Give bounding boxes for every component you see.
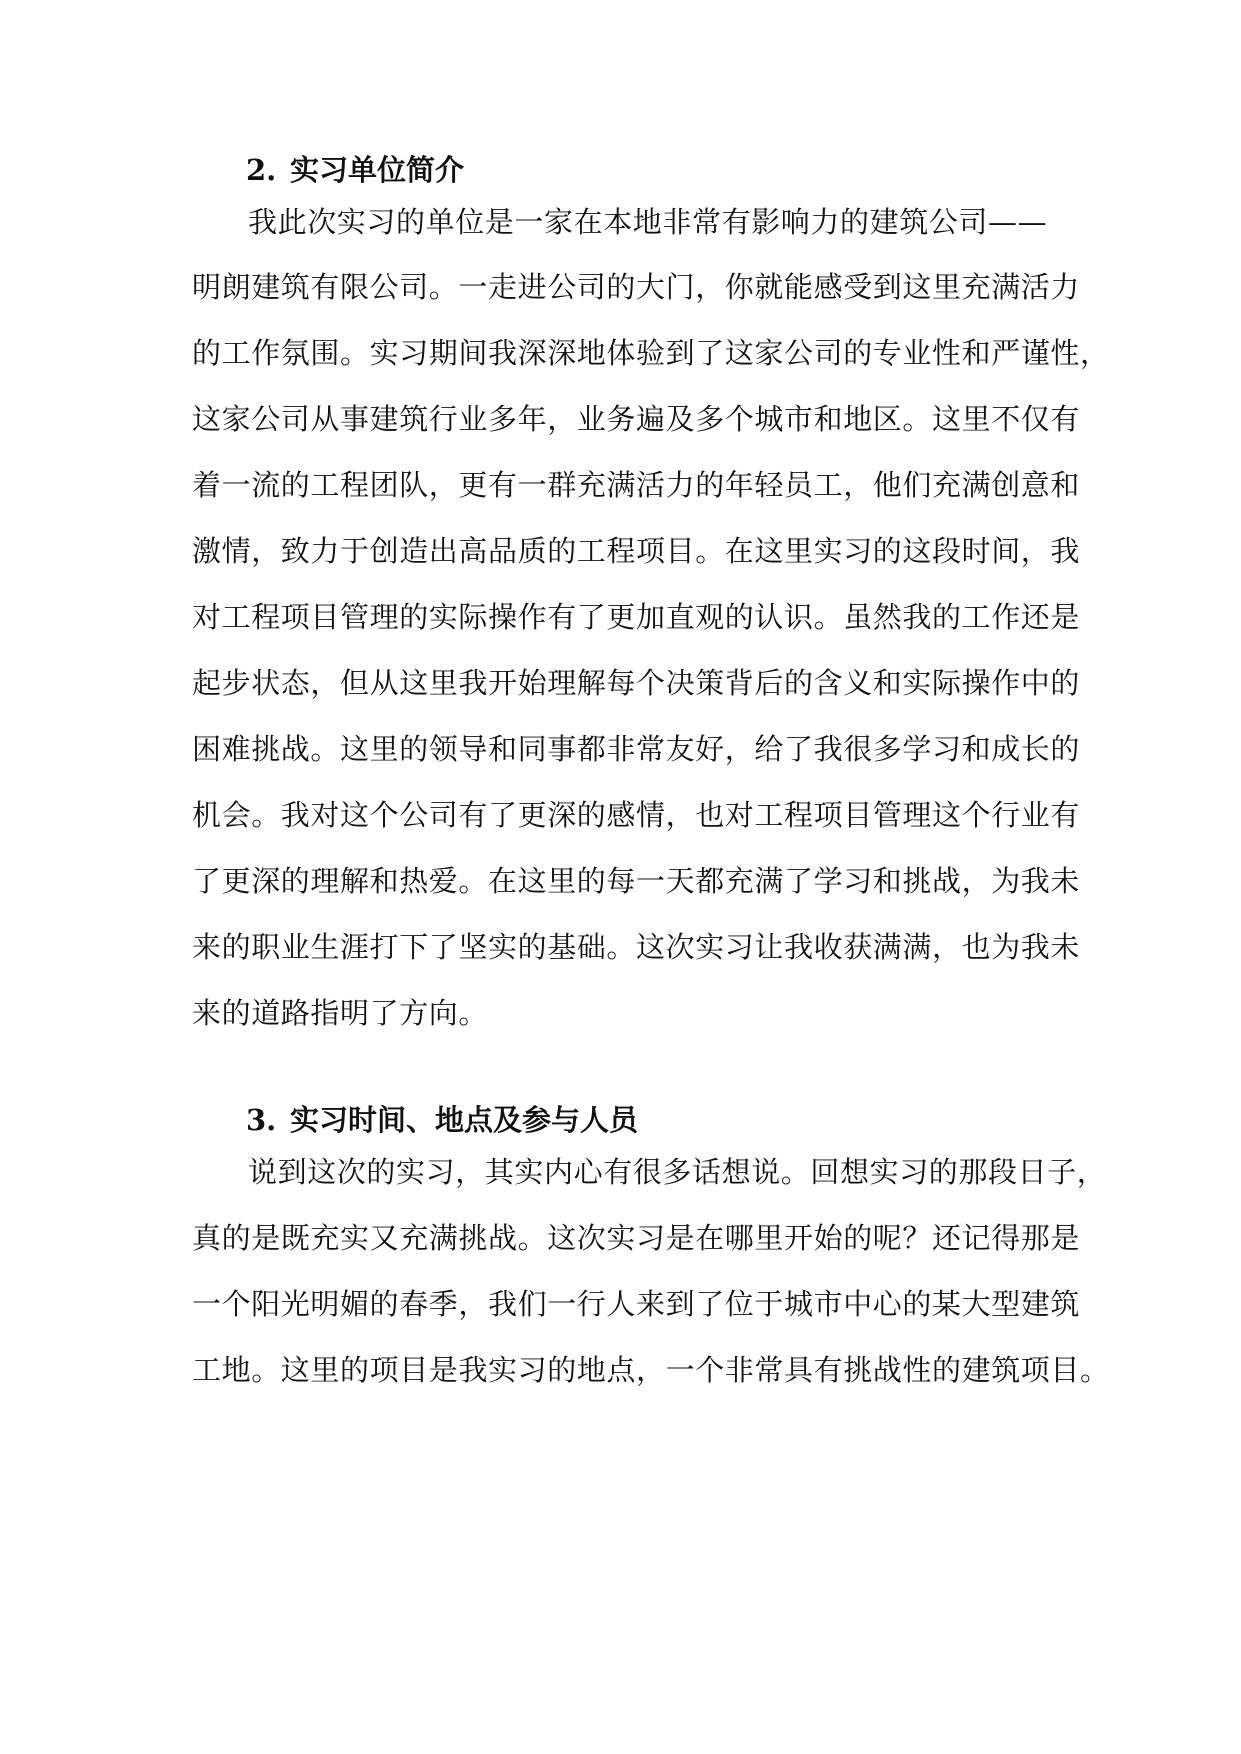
section-2-line: 明朗建筑有限公司。一走进公司的大门，你就能感受到这里充满活力 [192, 270, 1081, 304]
section-2-line: 的工作氛围。实习期间我深深地体验到了这家公司的专业性和严谨性， [192, 336, 1110, 370]
section-2-line: 着一流的工程团队，更有一群充满活力的年轻员工，他们充满创意和 [192, 468, 1081, 502]
section-2-line: 这家公司从事建筑行业多年，业务遍及多个城市和地区。这里不仅有 [192, 402, 1081, 436]
section-2-line: 机会。我对这个公司有了更深的感情，也对工程项目管理这个行业有 [192, 798, 1081, 832]
section-2-line: 我此次实习的单位是一家在本地非常有影响力的建筑公司—— [248, 205, 1048, 239]
section-3-line: 说到这次的实习，其实内心有很多话想说。回想实习的那段日子， [248, 1155, 1107, 1189]
section-2-line: 来的道路指明了方向。 [192, 996, 489, 1030]
section-2-line: 对工程项目管理的实际操作有了更加直观的认识。虽然我的工作还是 [192, 600, 1081, 634]
section-2-line: 困难挑战。这里的领导和同事都非常友好，给了我很多学习和成长的 [192, 732, 1081, 766]
section-2-line: 起步状态，但从这里我开始理解每个决策背后的含义和实际操作中的 [192, 666, 1081, 700]
section-3-number: 3. [246, 1103, 277, 1137]
section-2-number: 2. [246, 153, 277, 187]
section-2-line: 激情，致力于创造出高品质的工程项目。在这里实习的这段时间，我 [192, 534, 1081, 568]
section-2-title: 实习单位简介 [290, 153, 465, 187]
section-3-line: 工地。这里的项目是我实习的地点，一个非常具有挑战性的建筑项目。 [192, 1353, 1110, 1387]
section-2-line: 来的职业生涯打下了坚实的基础。这次实习让我收获满满，也为我未 [192, 930, 1081, 964]
section-3-line: 真的是既充实又充满挑战。这次实习是在哪里开始的呢？还记得那是 [192, 1221, 1081, 1255]
section-2-line: 了更深的理解和热爱。在这里的每一天都充满了学习和挑战，为我未 [192, 864, 1081, 898]
section-3-title: 实习时间、地点及参与人员 [290, 1103, 639, 1137]
section-3-line: 一个阳光明媚的春季，我们一行人来到了位于城市中心的某大型建筑 [192, 1287, 1081, 1321]
section-2-heading [246, 150, 1046, 190]
section-3-heading [246, 1100, 1046, 1140]
